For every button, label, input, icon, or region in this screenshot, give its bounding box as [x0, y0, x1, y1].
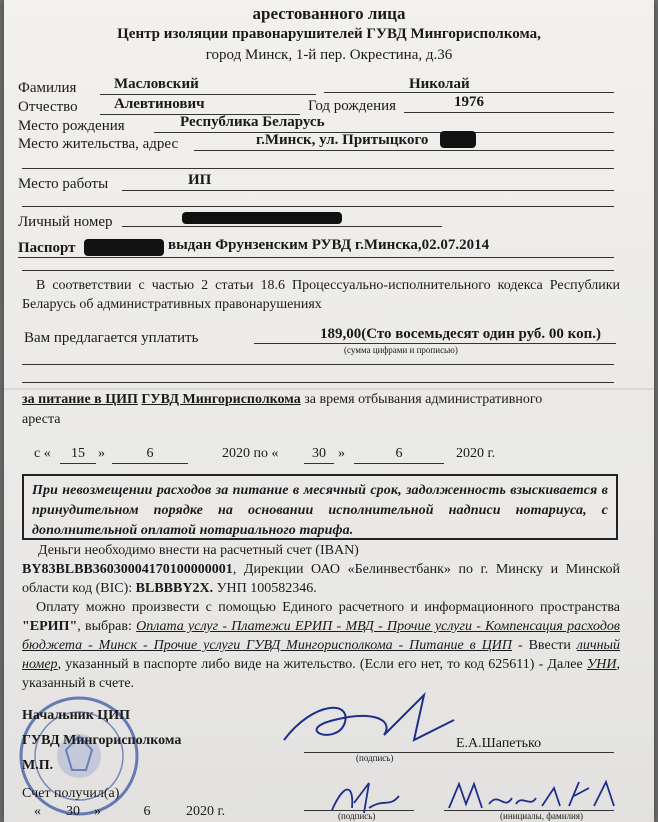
to-month-underline: [354, 463, 444, 464]
passport-redaction: [84, 239, 164, 256]
purpose-institution: ГУВД Мингорисполкома: [141, 392, 301, 407]
received-date-close: »: [94, 804, 101, 819]
warning-text: При невозмещении расходов за питание в месячный срок, задолженность взыскивается в принудительном порядке на основании исполнительной надписи нотариуса, с дополнительной оплатой нотариального тарифа.: [32, 483, 608, 538]
document-sheet: [4, 0, 654, 822]
passport-issued: выдан Фрунзенским РУВД г.Минска,02.07.2014: [168, 237, 490, 253]
period-from-month: 6: [146, 446, 154, 461]
personal-number-underline: [122, 226, 442, 227]
signature-hint-2: (подпись): [338, 811, 376, 821]
received-month: 6: [143, 804, 151, 819]
seal-mark: М.П.: [22, 758, 54, 773]
doc-address: город Минск, 1-й пер. Окрестина, д.36: [205, 47, 453, 63]
legal-basis-text: В соответствии с частью 2 статьи 18.6 Процессуально-исполнительного кодекса Республики Беларусь об административных правонарушениях: [22, 278, 620, 312]
unp-value: УНП 100582346.: [213, 581, 317, 596]
period-to-year: 2020 г.: [456, 446, 496, 461]
blank-underline: [22, 270, 614, 271]
surname-underline: [100, 94, 316, 95]
name-value: Николай: [409, 76, 470, 92]
from-day-underline: [60, 463, 96, 464]
birth-year-underline: [404, 112, 614, 113]
residence-value: г.Минск, ул. Притыцкого: [256, 132, 429, 148]
fold-line: [4, 388, 654, 390]
surname-label: Фамилия: [18, 80, 77, 96]
chief-title: Начальник ЦИП: [22, 708, 130, 723]
doc-institution: Центр изоляции правонарушителей ГУВД Мингорисполкома,: [117, 26, 541, 42]
to-day-underline: [304, 463, 334, 464]
bank-details: [22, 560, 620, 598]
birthplace-value: Республика Беларусь: [180, 114, 325, 130]
chief-name: Е.А.Шапетько: [456, 736, 542, 751]
personal-number-label: Личный номер: [18, 214, 113, 230]
purpose-line2: ареста: [22, 412, 61, 427]
name-underline: [324, 92, 614, 93]
passport-underline: [18, 257, 614, 258]
doc-title-line2: арестованного лица: [252, 4, 406, 23]
chief-signature: [274, 690, 464, 755]
period-to-label: 2020 по «: [222, 446, 279, 461]
period-from-quote: »: [98, 446, 105, 461]
name-hint: (инициалы, фамилия): [500, 811, 583, 821]
period-to-month: 6: [395, 446, 403, 461]
workplace-underline: [122, 190, 614, 191]
amount-underline-3: [22, 382, 614, 383]
period-to-day: 30: [312, 446, 326, 461]
amount-underline-2: [22, 364, 614, 365]
warning-box: [22, 474, 618, 540]
birthplace-label: Место рождения: [18, 118, 125, 134]
received-label: Счет получил(а): [22, 786, 120, 801]
received-day: 30: [66, 804, 80, 819]
residence-redaction: [440, 131, 476, 148]
workplace-underline-2: [22, 206, 614, 207]
amount-label: Вам предлагается уплатить: [24, 330, 199, 346]
purpose-line: [22, 392, 542, 408]
patronymic-label: Отчество: [18, 99, 78, 115]
purpose-suffix: за время отбывания административного: [304, 392, 543, 407]
period-from-label: с «: [34, 446, 51, 461]
residence-underline-2: [22, 168, 614, 169]
birth-year-label: Год рождения: [308, 98, 397, 114]
received-year: 2020 г.: [186, 804, 226, 819]
received-date-open: «: [34, 804, 41, 819]
bank-name: , Дирекции ОАО «Белинвестбанк» по г. Минску и Минской области код (BIC):: [22, 562, 620, 596]
chief-org: ГУВД Мингорисполкома: [22, 733, 182, 748]
residence-label: Место жительства, адрес: [18, 136, 179, 152]
surname-value: Масловский: [114, 76, 199, 92]
personal-number-redaction: [182, 212, 342, 224]
birth-year-value: 1976: [454, 94, 484, 110]
passport-label: Паспорт: [18, 240, 76, 256]
purpose-prefix: за питание в ЦИП: [22, 392, 138, 407]
workplace-value: ИП: [188, 172, 212, 188]
bic-value: BLBBBY2X.: [135, 581, 214, 596]
amount-value: 189,00(Сто восемьдесят один руб. 00 коп.): [320, 326, 601, 342]
workplace-label: Место работы: [18, 176, 109, 192]
period-to-quote: »: [338, 446, 345, 461]
residence-underline: [194, 150, 614, 151]
iban-value: BY83BLBB36030004170100000001: [22, 562, 233, 577]
amount-hint: (сумма цифрами и прописью): [344, 345, 458, 355]
iban-intro: Деньги необходимо внести на расчетный счет (IBAN): [38, 543, 359, 558]
period-from-day: 15: [71, 446, 85, 461]
signature-hint: (подпись): [356, 753, 394, 763]
chief-name-underline: [452, 752, 614, 753]
erip-instructions: Оплату можно произвести с помощью Единого расчетного и информационного пространства "ЕРИП", выбрав: Оплата услуг - Платежи ЕРИП - МВД - Прочие услуги - Компенсация расходов бюджета - Минск - Прочие услуги ГУВД Мингорисполкома - Питание в ЦИП - Ввести личный номер, указанный в паспорте либо виде на жительство. (Если его нет, то код 625611) - Далее УНИ, указанный в счете.: [22, 600, 621, 691]
amount-underline: [254, 343, 616, 344]
patronymic-value: Алевтинович: [114, 96, 205, 112]
from-month-underline: [112, 463, 188, 464]
